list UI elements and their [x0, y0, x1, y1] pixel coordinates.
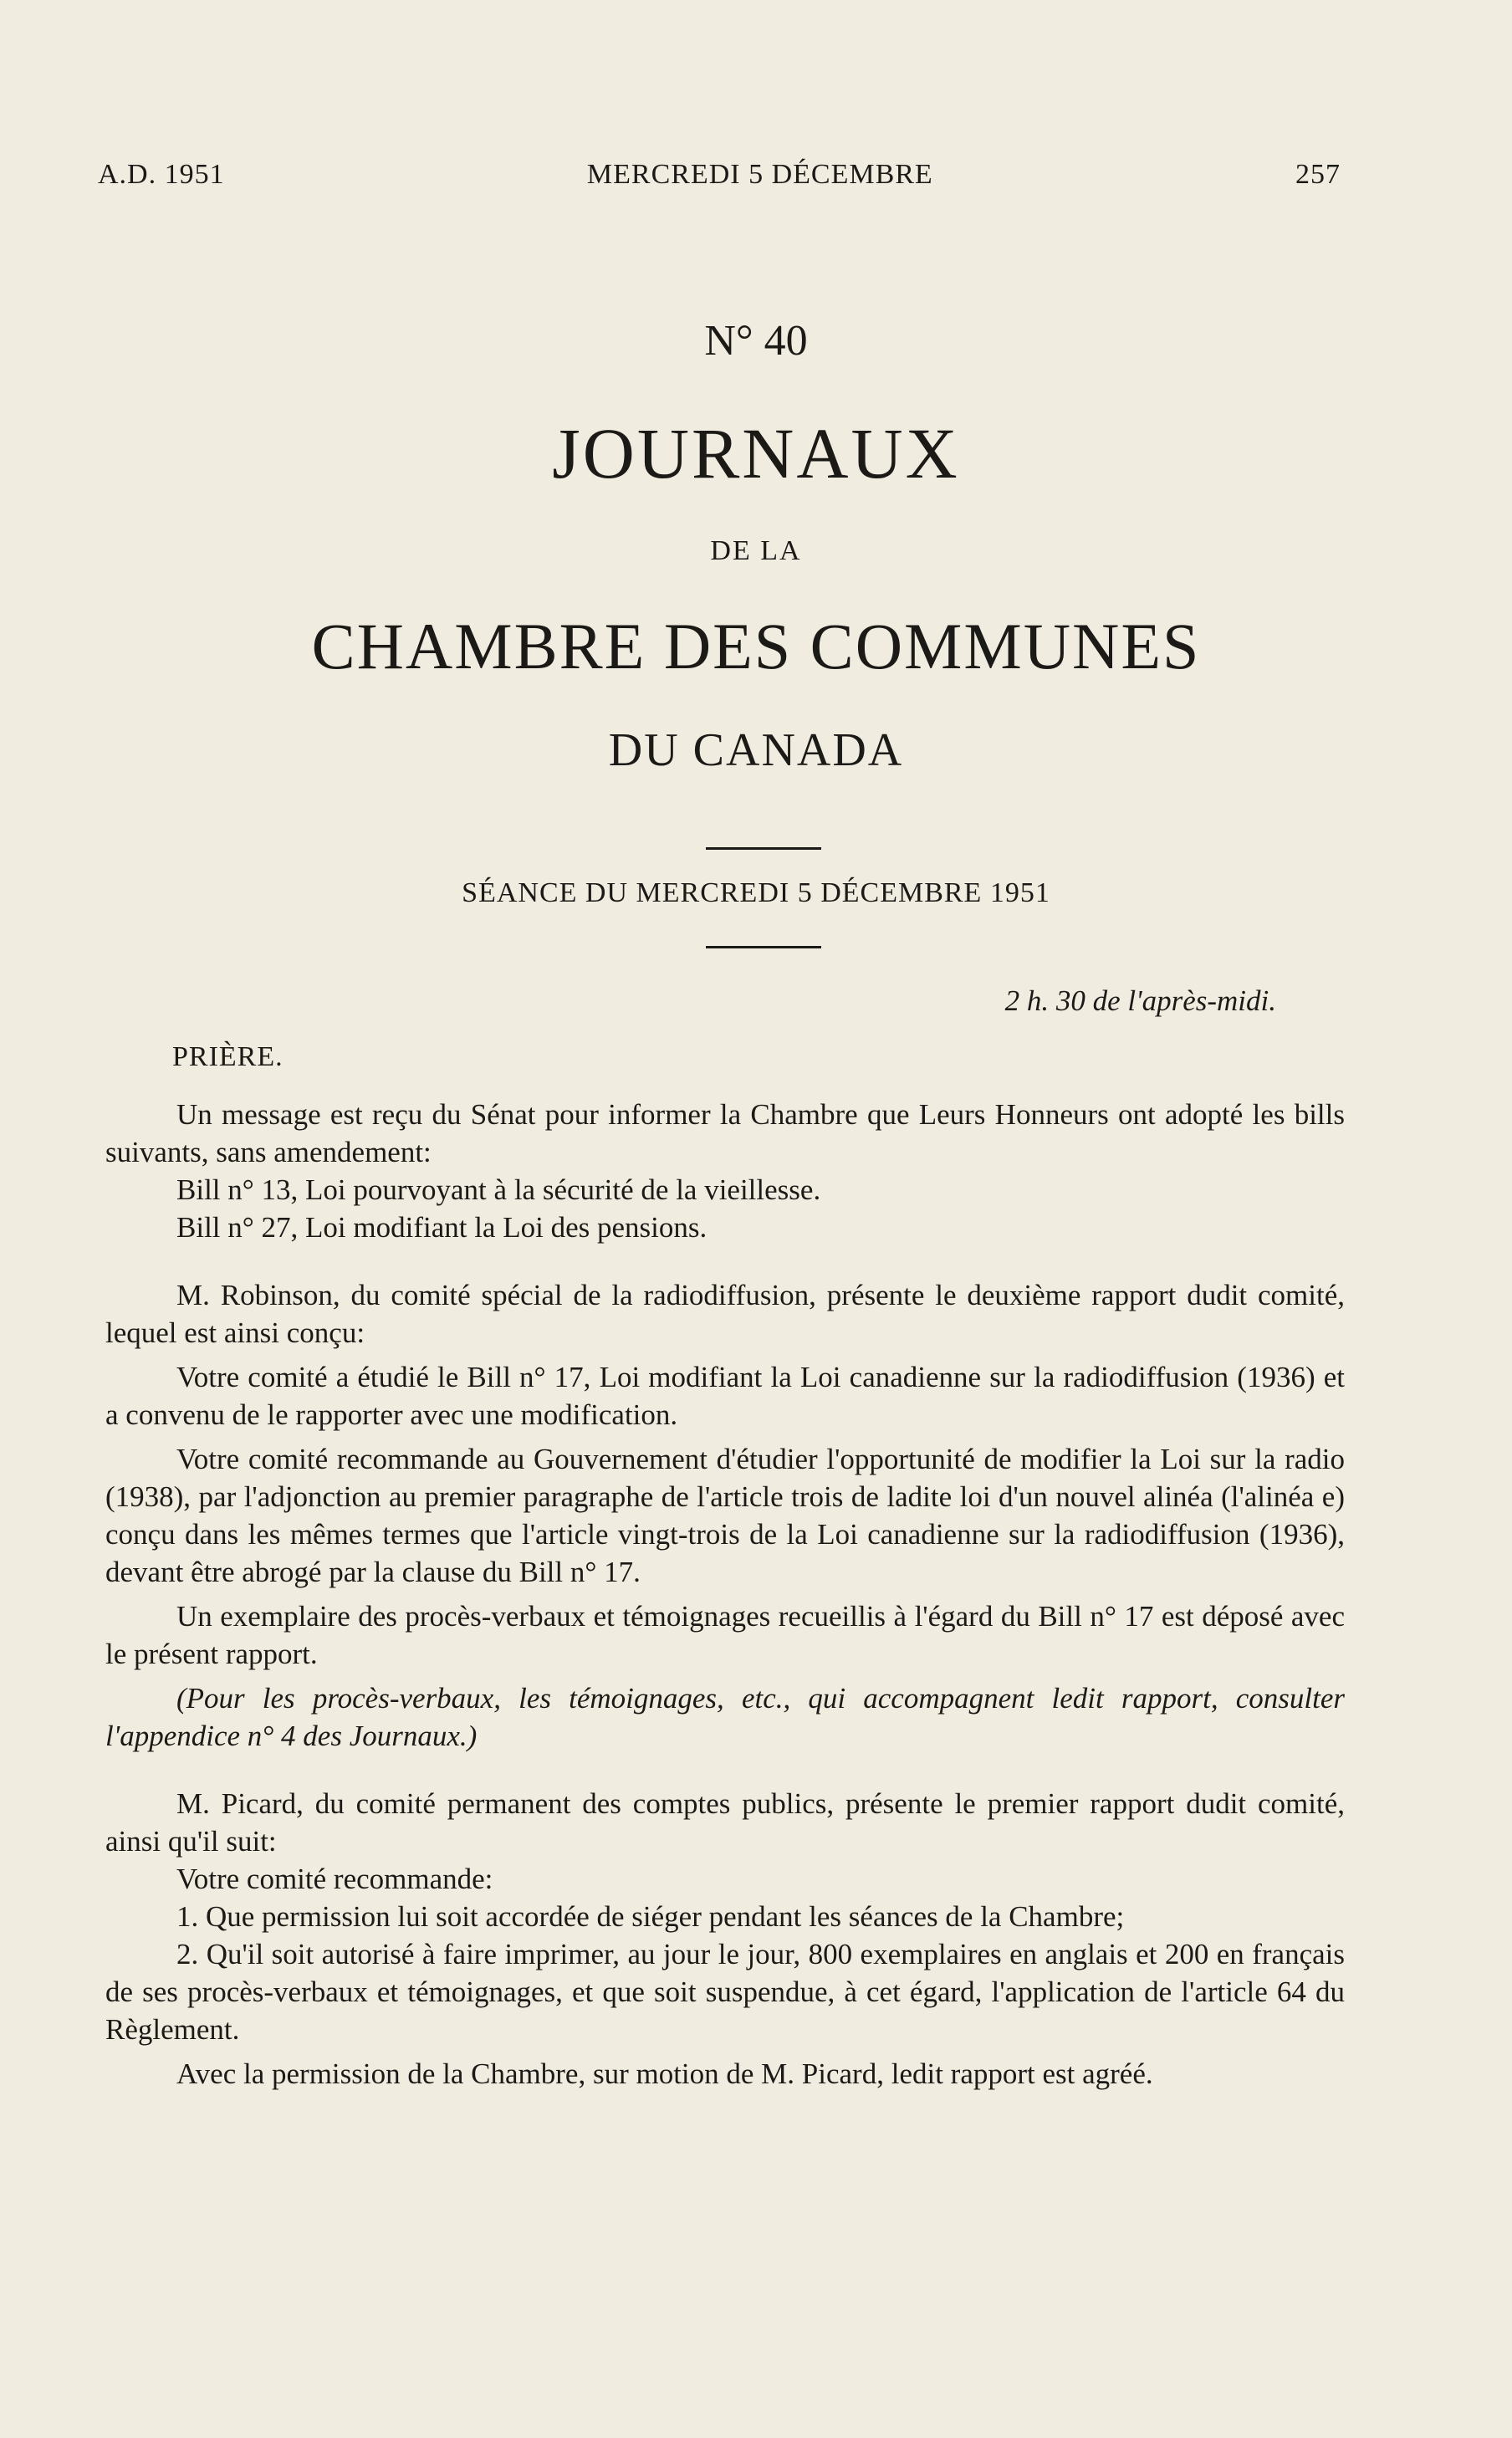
paragraph: Un exemplaire des procès-verbaux et témoignages recueillis à l'égard du Bill n° 17 est déposé avec le présent rapport.: [105, 1600, 1345, 1670]
paragraph: Votre comité recommande au Gouvernement d'étudier l'opportunité de modifier la Loi sur la radio (1938), par l'adjonction au premier paragraphe de l'article trois de ladite loi d'un nouvel alinéa (l'alinéa e) conçu dans les mêmes termes que l'article vingt-trois de la Loi canadienne sur la radiodiffusion (1936), devant être abrogé par la clause du Bill n° 17.: [105, 1443, 1345, 1588]
header-year: A.D. 1951: [98, 159, 225, 190]
sitting-time: 2 h. 30 de l'après-midi.: [1004, 984, 1276, 1017]
title-journaux: JOURNAUX: [552, 413, 960, 493]
paragraph: Votre comité recommande:: [176, 1863, 493, 1895]
divider-rule: [706, 946, 821, 948]
paragraph: 2. Qu'il soit autorisé à faire imprimer, au jour le jour, 800 exemplaires en anglais et 200 en français de ses procès-verbaux et témoignages, et que soit suspendue, à cet égard, l'application de l'article 64 du Règlement.: [105, 1938, 1345, 2046]
page-number: 257: [1295, 159, 1341, 190]
sitting-title: SÉANCE DU MERCREDI 5 DÉCEMBRE 1951: [462, 877, 1050, 908]
paragraph: Avec la permission de la Chambre, sur motion de M. Picard, ledit rapport est agréé.: [176, 2057, 1153, 2090]
paragraph: Un message est reçu du Sénat pour informer la Chambre que Leurs Honneurs ont adopté les bills suivants, sans amendement:: [105, 1098, 1345, 1168]
body-text: [105, 1096, 1345, 2093]
divider-rule: [706, 847, 821, 850]
title-du-canada: DU CANADA: [608, 724, 904, 776]
paragraph: Bill n° 27, Loi modifiant la Loi des pensions.: [176, 1211, 707, 1244]
prayer-heading: PRIÈRE.: [172, 1041, 284, 1072]
header-date: MERCREDI 5 DÉCEMBRE: [586, 159, 933, 190]
paragraph: Votre comité a étudié le Bill n° 17, Loi modifiant la Loi canadienne sur la radiodiffusion (1936) et a convenu de le rapporter avec une modification.: [105, 1361, 1345, 1431]
title-de-la: DE LA: [710, 535, 802, 566]
paragraph: 1. Que permission lui soit accordée de siéger pendant les séances de la Chambre;: [176, 1900, 1125, 1933]
paragraph: Bill n° 13, Loi pourvoyant à la sécurité de la vieillesse.: [176, 1173, 821, 1206]
running-header: [98, 159, 1341, 191]
issue-number: N° 40: [704, 317, 808, 365]
paragraph: M. Picard, du comité permanent des comptes publics, présente le premier rapport dudit comité, ainsi qu'il suit:: [105, 1787, 1345, 1858]
paragraph: (Pour les procès-verbaux, les témoignages, etc., qui accompagnent ledit rapport, consulter l'appendice n° 4 des Journaux.): [105, 1682, 1345, 1752]
title-chambre: CHAMBRE DES COMMUNES: [311, 610, 1201, 682]
paragraph: M. Robinson, du comité spécial de la radiodiffusion, présente le deuxième rapport dudit comité, lequel est ainsi conçu:: [105, 1279, 1345, 1349]
